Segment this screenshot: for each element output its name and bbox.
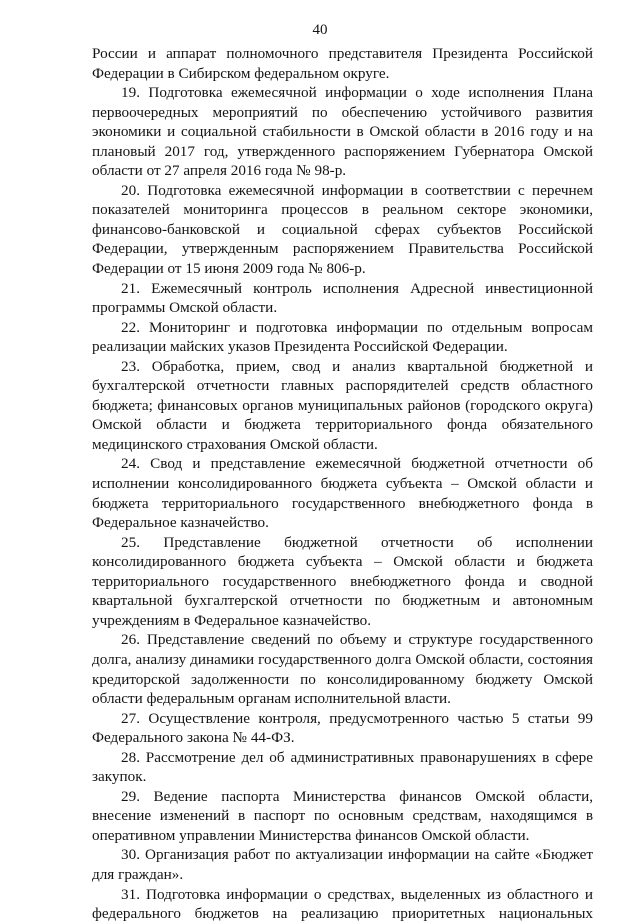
page-number: 40 xyxy=(312,22,328,38)
paragraph-item-31: 31. Подготовка информации о средствах, выделенных из областного и федерального бюджетов на реализацию приоритетных национальных xyxy=(92,885,593,923)
paragraph-item-22: 22. Мониторинг и подготовка информации по отдельным вопросам реализации майских указов Президента Российской Федерации. xyxy=(92,318,593,356)
paragraph-item-28: 28. Рассмотрение дел об административных правонарушениях в сфере закупок. xyxy=(92,748,593,786)
paragraph-item-19: 19. Подготовка ежемесячной информации о ходе исполнения Плана первоочередных мероприятий по обеспечению устойчивого развития экономики и социальной стабильности в Омской области в 2016 году и на плановый 2017 год, утвержденного распоряжением Губернатора Омской области от 27 апреля 2016 года № 98-р. xyxy=(92,84,593,180)
paragraph-item-29: 29. Ведение паспорта Министерства финансов Омской области, внесение изменений в паспорт по основным средствам, находящимся в оперативном управлении Министерства финансов Омской области. xyxy=(92,787,593,844)
document-body xyxy=(92,44,593,924)
paragraph-item-26: 26. Представление сведений по объему и структуре государственного долга, анализу динамики государственного долга Омской области, состояния кредиторской задолженности по консолидированному бюджету Омской области федеральным органам исполнительной власти. xyxy=(92,631,593,708)
paragraph-item-20: 20. Подготовка ежемесячной информации в соответствии с перечнем показателей мониторинга процессов в реальном секторе экономики, финансово-банковской и социальной сферах субъектов Российской Федерации, утвержденным распоряжением Правительства Российской Федерации от 15 июня 2009 года № 806-р. xyxy=(92,181,593,278)
paragraph-item-30: 30. Организация работ по актуализации информации на сайте «Бюджет для граждан». xyxy=(92,846,593,883)
paragraph-continuation: России и аппарат полномочного представителя Президента Российской Федерации в Сибирском федеральном округе. xyxy=(92,45,593,82)
paragraph-item-23: 23. Обработка, прием, свод и анализ квартальной бюджетной и бухгалтерской отчетности главных распорядителей средств областного бюджета; финансовых органов муниципальных районов (городского округа) Омской области и бюджета территориального фонда обязательного медицинского страхования Омской области. xyxy=(92,357,593,453)
paragraph-item-27: 27. Осуществление контроля, предусмотренного частью 5 статьи 99 Федерального закона № 44-ФЗ. xyxy=(92,709,593,747)
paragraph-item-24: 24. Свод и представление ежемесячной бюджетной отчетности об исполнении консолидированного бюджета субъекта – Омской области и бюджета территориального государственного внебюджетного фонда в Федеральное казначейство. xyxy=(92,455,593,532)
paragraph-item-21: 21. Ежемесячный контроль исполнения Адресной инвестиционной программы Омской области. xyxy=(92,279,593,317)
paragraph-item-25: 25. Представление бюджетной отчетности об исполнении консолидированного бюджета субъекта – Омской области и бюджета территориального государственного внебюджетного фонда и сводной квартальной бухгалтерской отчетности по бюджетным и автономным учреждениям в Федеральное казначейство. xyxy=(92,533,593,629)
